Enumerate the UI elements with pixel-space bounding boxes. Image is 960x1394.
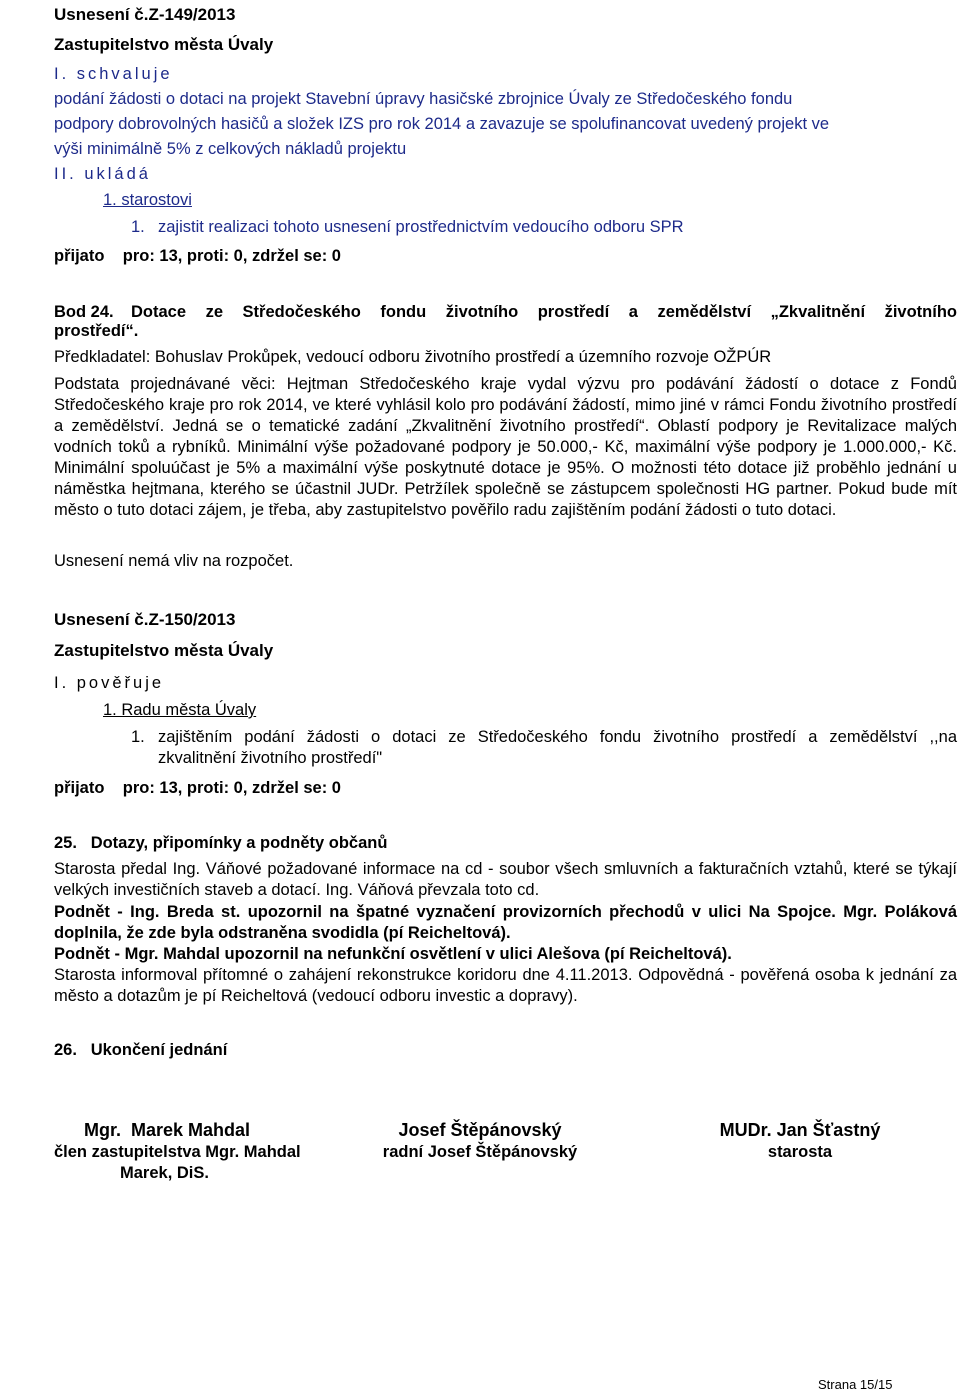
resolution-150-addressee: 1. Radu města Úvaly — [103, 701, 257, 719]
section-25-paragraph-1: Starosta předal Ing. Váňové požadované informace na cd - soubor všech smluvních a fakturačních vztahů, které se týkají velkých investičních staveb a dotací. Ing. Váňová převzala toto cd. — [54, 860, 957, 899]
item-24-heading-continued: prostředí“. — [54, 322, 139, 340]
resolution-149-item-text: zajistit realizaci tohoto usnesení prostřednictvím vedoucího odboru SPR — [158, 218, 684, 236]
item-24-number: Bod 24. — [54, 303, 114, 321]
section-25-heading: 25. Dotazy, připomínky a podněty občanů — [54, 834, 388, 852]
resolution-149-approves-text-line1: podání žádosti o dotaci na projekt Stavební úpravy hasičské zbrojnice Úvaly ze Středočeského fondu — [54, 90, 793, 108]
signature-1-role-continued: Marek, DiS. — [120, 1164, 209, 1182]
item-24-heading: Dotace ze Středočeského fondu životního prostředí a zemědělství „Zkvalitnění životního — [131, 303, 957, 321]
page-number: Strana 15/15 — [818, 1377, 893, 1392]
signature-2-role: radní Josef Štěpánovský — [382, 1143, 578, 1161]
signature-3-name: MUDr. Jan Šťastný — [719, 1120, 881, 1140]
section-25-paragraph-3: Podnět - Mgr. Mahdal upozornil na nefunkční osvětlení v ulici Alešova (pí Reicheltová). — [54, 945, 732, 963]
resolution-149-orders-label: II. ukládá — [54, 165, 151, 183]
signature-1-name: Mgr. Marek Mahdal — [83, 1120, 251, 1140]
item-24-budget-note: Usnesení nemá vliv na rozpočet. — [54, 552, 294, 570]
resolution-150-item-line2: zkvalitnění životního prostředí" — [158, 749, 383, 767]
section-25-paragraph-4: Starosta informoval přítomné o zahájení rekonstrukce koridoru dne 4.11.2013. Odpovědná - pověřená osoba k jednání za město a dotazům je pí Reicheltová (vedoucí odboru investic a dopravy). — [54, 966, 957, 1005]
section-26-heading: 26. Ukončení jednání — [54, 1041, 228, 1059]
resolution-150-vote: přijato pro: 13, proti: 0, zdržel se: 0 — [54, 779, 341, 797]
resolution-149-vote: přijato pro: 13, proti: 0, zdržel se: 0 — [54, 247, 341, 265]
resolution-149-approves-label: I. schvaluje — [54, 65, 173, 83]
resolution-150-item-line1: zajištěním podání žádosti o dotaci ze Středočeského fondu životního prostředí a zemědělství ,,na — [158, 728, 957, 746]
item-24-body: Podstata projednávané věci: Hejtman Středočeského kraje vydal výzvu pro podávání žádostí o dotace z Fondů Středočeského kraje pro rok 2014, ve které vyhlásil kolo pro podávání žádostí, mimo jiné v rámci Fondu životního prostředí a zemědělství. Jedná se o tematické zadání „Zkvalitnění životního prostředí“. Oblastí podpory je Revitalizace malých vodních toků a rybníků. Minimální výše požadované podpory je 50.000,- Kč, maximální výše podpory je 1.000.000,- Kč. Minimální spoluúčast je 5% a maximální výše poskytnuté dotace je 95%. O možnosti této dotace již proběhlo jednání u náměstka hejtmana, kterého se účastnil JUDr. Petržílek společně se zástupcem společnosti HG partner. Pokud bude mít město o tuto dotaci zájem, je třeba, aby zastupitelstvo pověřilo radu zajištěním podání žádosti o tuto dotaci. — [54, 375, 957, 519]
signature-3-role: starosta — [767, 1143, 833, 1161]
resolution-150-council: Zastupitelstvo města Úvaly — [54, 641, 274, 660]
resolution-149-item-number: 1. — [131, 218, 145, 236]
resolution-149-approves-text-line3: výši minimálně 5% z celkových nákladů projektu — [54, 140, 407, 158]
resolution-149-addressee: 1. starostovi — [103, 191, 192, 209]
resolution-149-title: Usnesení č.Z-149/2013 — [54, 5, 236, 24]
resolution-150-item-number: 1. — [131, 728, 145, 746]
section-25-paragraph-2: Podnět - Ing. Breda st. upozornil na špatné vyznačení provizorních přechodů v ulici Na Spojce. Mgr. Poláková doplnila, že zde byla odstraněna svodidla (pí Reicheltová). — [54, 903, 957, 942]
resolution-150-entrusts-label: I. pověřuje — [54, 674, 165, 692]
signature-2-name: Josef Štěpánovský — [398, 1120, 562, 1140]
resolution-149-approves-text-line2: podpory dobrovolných hasičů a složek IZS pro rok 2014 a zavazuje se spolufinancovat uvedený projekt ve — [54, 115, 830, 133]
signature-1-role: člen zastupitelstva Mgr. Mahdal — [54, 1143, 301, 1161]
resolution-150-title: Usnesení č.Z-150/2013 — [54, 610, 236, 629]
resolution-149-council: Zastupitelstvo města Úvaly — [54, 35, 274, 54]
item-24-presenter: Předkladatel: Bohuslav Prokůpek, vedoucí odboru životního prostředí a územního rozvoje OŽPÚR — [54, 348, 772, 366]
